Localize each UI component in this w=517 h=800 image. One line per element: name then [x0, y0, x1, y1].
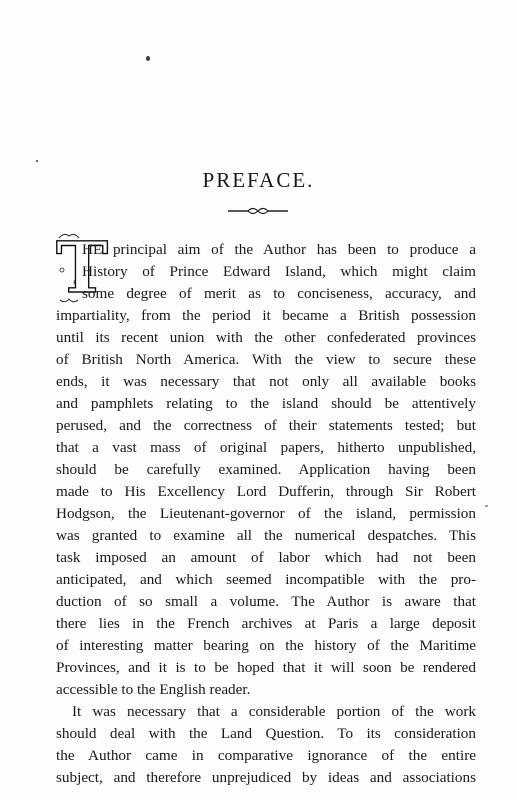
text-line: that a vast mass of original papers, hitherto unpublished,	[56, 439, 476, 456]
text-line: and pamphlets relating to the island should be attentively	[56, 395, 476, 412]
decorative-divider	[228, 205, 288, 217]
text-line: perused, and the correctness of their statements tested; but	[56, 417, 476, 434]
text-line: Hodgson, the Lieutenant-governor of the island, permission	[56, 505, 476, 522]
text-line: It was necessary that a considerable portion of the work	[72, 703, 476, 720]
text-line: of British North America. With the view to secure these	[56, 351, 476, 368]
ink-speck	[146, 56, 150, 61]
drop-cap-letter: T	[56, 226, 109, 309]
text-line: until its recent union with the other confederated provinces	[56, 329, 476, 346]
text-line: there lies in the French archives at Paris a large deposit	[56, 615, 476, 632]
text-line: impartiality, from the period it became a British possession	[56, 307, 476, 324]
text-line: ends, it was necessary that not only all available books	[56, 373, 476, 390]
text-line: was granted to examine all the numerical despatches. This	[56, 527, 476, 544]
text-line: made to His Excellency Lord Dufferin, through Sir Robert	[56, 483, 476, 500]
text-line: duction of so small a volume. The Author is aware that	[56, 593, 476, 610]
ink-speck	[485, 505, 488, 507]
text-line: HE principal aim of the Author has been to produce a	[82, 241, 476, 258]
ink-speck	[36, 160, 38, 162]
text-line: some degree of merit as to conciseness, accuracy, and	[82, 285, 476, 302]
text-line: the Author came in comparative ignorance of the entire	[56, 747, 476, 764]
text-line: of interesting matter bearing on the history of the Maritime	[56, 637, 476, 654]
text-line: anticipated, and which seemed incompatible with the pro-	[56, 571, 476, 588]
text-line: task imposed an amount of labor which had not been	[56, 549, 476, 566]
text-line: subject, and therefore unprejudiced by ideas and associations	[56, 769, 476, 786]
preface-body	[56, 239, 476, 789]
text-line: History of Prince Edward Island, which might claim	[82, 263, 476, 280]
text-line: should be carefully examined. Application having been	[56, 461, 476, 478]
preface-heading: PREFACE.	[202, 168, 315, 192]
text-line: should deal with the Land Question. To its consideration	[56, 725, 476, 742]
text-line: Provinces, and it is to be hoped that it will soon be rendered	[56, 659, 476, 676]
text-line: accessible to the English reader.	[56, 681, 251, 698]
